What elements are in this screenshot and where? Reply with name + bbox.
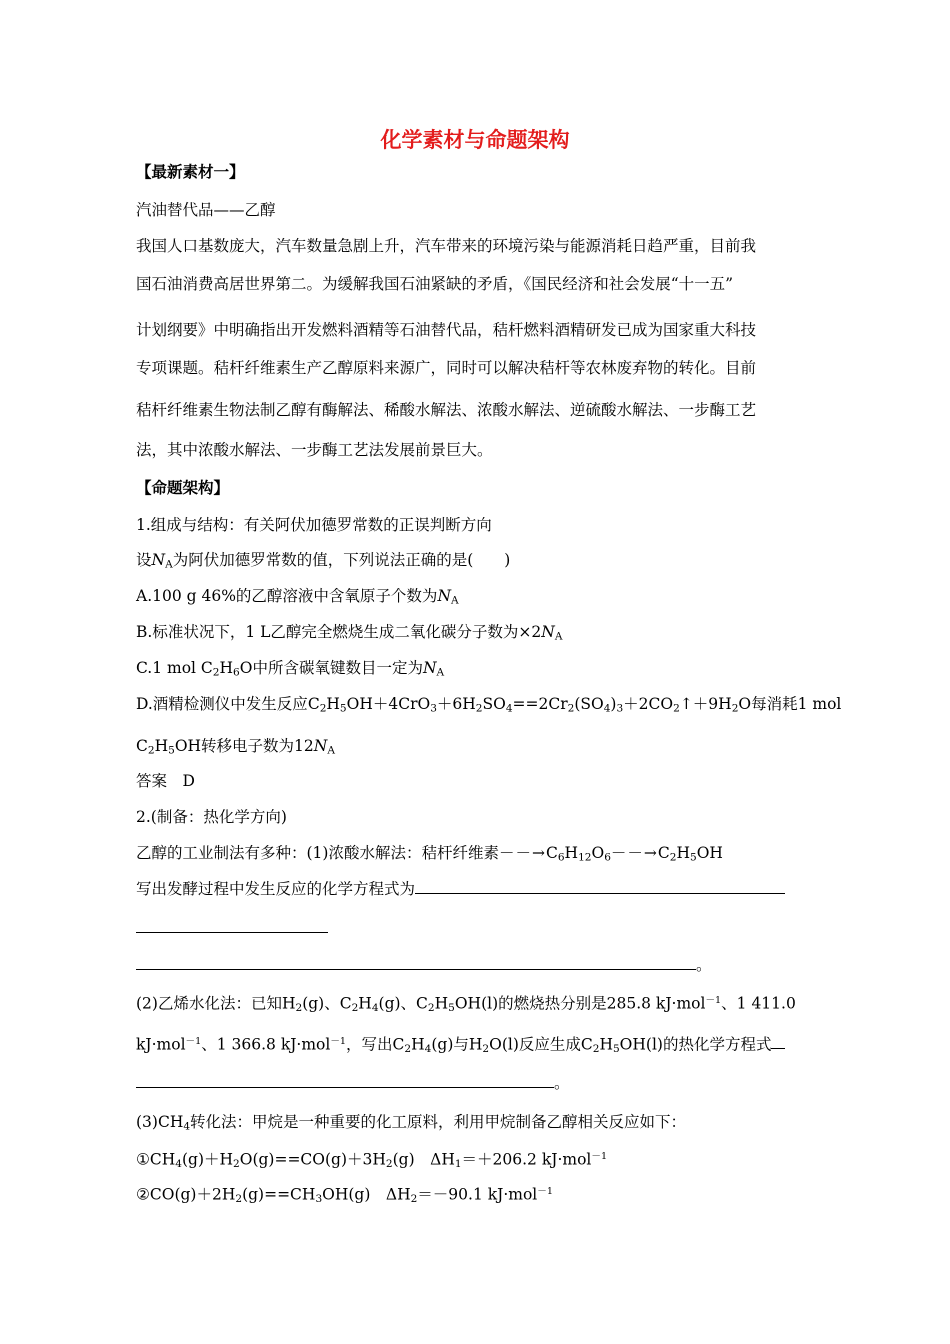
question-2-line2: 写出发酵过程中发生反应的化学方程式为 xyxy=(136,879,785,899)
part-2-line2: kJ·mol$^{-1}$、1 366.8 kJ·mol$^{-1}$，写出$C_2H_4(g)$与$H_2O(l)$反应生成$C_2H_5OH(l)$的热化学方程式 xyxy=(136,1032,785,1059)
material-heading: 【最新素材一】 xyxy=(136,163,245,181)
option-c: C.1 mol $C_2H_6O$中所含碳氧键数目一定为$N_A$ xyxy=(136,659,445,679)
answer: 答案 D xyxy=(136,772,195,790)
part-2-line1: (2)乙烯水化法：已知$H_2(g)$、$C_2H_4(g)$、$C_2H_5OH(l)$的燃烧热分别是285.8 kJ·mol$^{-1}$、1 411.0 xyxy=(136,994,796,1014)
question-1-title: 1.组成与结构：有关阿伏加德罗常数的正误判断方向 xyxy=(136,516,492,534)
reaction-2: $②CO(g)+2H_2(g)==CH_3OH(g)$ $\Delta H_2=-90.1$ kJ·mol$^{-1}$ xyxy=(136,1185,553,1205)
answer-blank[interactable] xyxy=(136,918,328,933)
answer-blank-line xyxy=(136,918,328,938)
option-d: D.酒精检测仪中发生反应$C_2H_5OH+4CrO_3+6H_2SO_4==2Cr_2(SO_4)_3+2CO_2↑+9H_2O$每消耗1 mol xyxy=(136,695,842,715)
framework-heading: 【命题架构】 xyxy=(136,479,230,497)
option-a: A.100 g 46%的乙醇溶液中含氧原子个数为$N_A$ xyxy=(136,587,459,607)
option-b: B.标准状况下，1 L乙醇完全燃烧生成二氧化碳分子数为$\times 2N_A$ xyxy=(136,623,563,643)
paragraph-line: 国石油消费高居世界第二。为缓解我国石油紧缺的矛盾，《国民经济和社会发展“十一五” xyxy=(136,275,734,293)
answer-blank[interactable] xyxy=(136,1073,554,1088)
question-2-line1: 乙醇的工业制法有多种：(1)浓酸水解法：秸杆纤维素$--\to C_6H_{12}O_6--\to C_2H_5OH$ xyxy=(136,844,723,864)
paragraph-line: 计划纲要》中明确指出开发燃料酒精等石油替代品，秸杆燃料酒精研发已成为国家重大科技 xyxy=(136,321,757,339)
paragraph-line: 专项课题。秸杆纤维素生产乙醇原料来源广，同时可以解决秸杆等农林废弃物的转化。目前 xyxy=(136,359,757,377)
paragraph-line: 秸杆纤维素生物法制乙醇有酶解法、稀酸水解法、浓酸水解法、逆硫酸水解法、一步酶工艺 xyxy=(136,401,757,419)
option-d-cont: $C_2H_5OH$转移电子数为$12N_A$ xyxy=(136,737,335,757)
paragraph-line: 我国人口基数庞大，汽车数量急剧上升，汽车带来的环境污染与能源消耗日趋严重，目前我 xyxy=(136,237,757,255)
answer-blank[interactable] xyxy=(415,879,785,894)
question-2-title: 2.(制备：热化学方向) xyxy=(136,808,287,826)
material-subtitle: 汽油替代品——乙醇 xyxy=(136,201,276,219)
question-1-stem: 设$N_A$为阿伏加德罗常数的值，下列说法正确的是( ) xyxy=(136,551,511,571)
answer-blank[interactable] xyxy=(136,955,696,970)
page-title: 化学素材与命题架构 xyxy=(380,128,570,152)
reaction-1: $①CH_4(g)+H_2O(g)==CO(g)+3H_2(g)$ $\Delta H_1=+206.2$ kJ·mol$^{-1}$ xyxy=(136,1150,608,1170)
part-3-title: $(3)CH_4$转化法：甲烷是一种重要的化工原料，利用甲烷制备乙醇相关反应如下： xyxy=(136,1113,687,1133)
answer-blank-line: 。 xyxy=(136,1073,570,1093)
answer-blank[interactable] xyxy=(771,1034,785,1049)
answer-blank-line: 。 xyxy=(136,955,712,975)
paragraph-line: 法，其中浓酸水解法、一步酶工艺法发展前景巨大。 xyxy=(136,441,493,459)
